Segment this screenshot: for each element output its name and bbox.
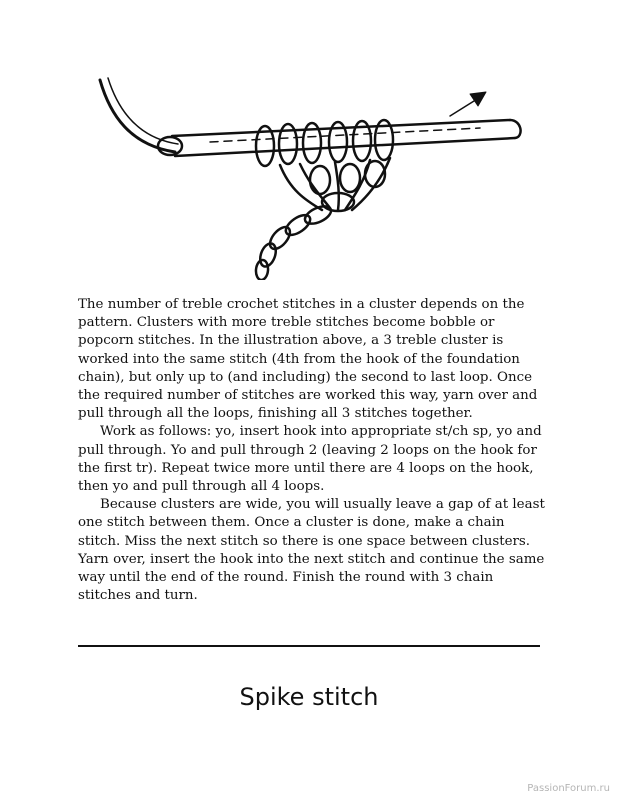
paragraph-cluster-intro: The number of treble crochet stitches in a cluster depends on the pattern. Clusters with more treble stitches become bobble or popcorn stitches. In the illustration above, a 3 treble cluster is worked into the same stitch (4th from the hook of the foundation chain), but only up to (and including) the second to last loop. Once the required number of stitches are worked this way, yarn over and pull through all the loops, finishing all 3 stitches together. [78,297,538,422]
instruction-text [78,296,548,605]
section-divider [78,645,540,647]
section-heading: Spike stitch [239,683,379,711]
crochet-cluster-illustration [90,60,530,280]
watermark: PassionForum.ru [527,783,610,794]
paragraph-cluster-spacing: Because clusters are wide, you will usually leave a gap of at least one stitch between them. Once a cluster is done, make a chain stitch. Miss the next stitch so there is one space between clusters. Yarn over, insert the hook into the next stitch and continue the same way until the end of the round. Finish the round with 3 chain stitches and turn. [78,497,545,604]
crochet-hook-icon [90,60,530,280]
paragraph-work-as-follows: Work as follows: yo, insert hook into appropriate st/ch sp, yo and pull through. Yo and pull through 2 (leaving 2 loops on the hook for the first tr). Repeat twice more until there are 4 loops on the hook, then yo and pull through all 4 loops. [78,424,542,495]
